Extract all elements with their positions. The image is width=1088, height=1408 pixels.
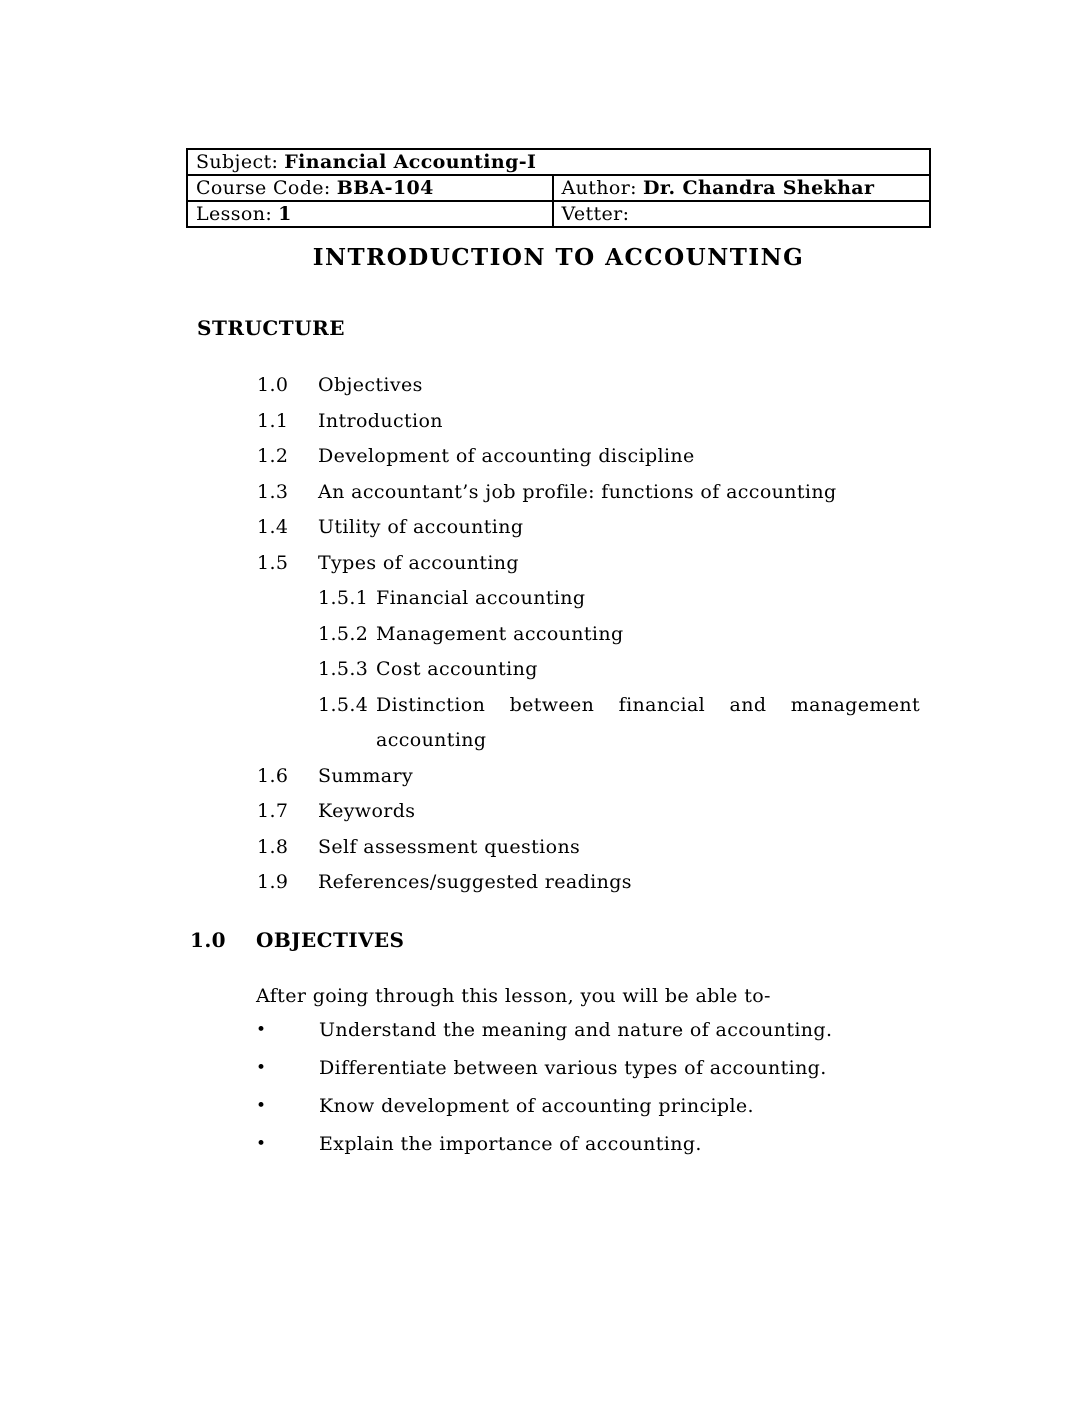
structure-subitem (318, 688, 927, 759)
structure-item (257, 759, 927, 795)
item-text: Summary (318, 764, 414, 787)
item-number: 1.7 (257, 800, 289, 822)
structure-list (257, 368, 927, 901)
bullet-text: Understand the meaning and nature of accounting. (319, 1019, 833, 1041)
lesson-cell (187, 201, 553, 227)
item-text: Financial accounting (376, 587, 586, 609)
item-number: 1.4 (257, 516, 289, 538)
bullet-icon: • (256, 1058, 267, 1078)
structure-item (257, 475, 927, 511)
structure-item (257, 368, 927, 404)
subject-cell (187, 149, 930, 175)
bullet-text: Know development of accounting principle. (319, 1095, 754, 1117)
author-value: Dr. Chandra Shekhar (642, 177, 875, 199)
vetter-cell (553, 201, 930, 227)
objectives-intro: After going through this lesson, you will be able to- (256, 985, 771, 1007)
structure-item (257, 865, 927, 901)
section-number: 1.0 (190, 928, 226, 952)
bullet-icon: • (256, 1020, 267, 1040)
author-cell (553, 175, 930, 201)
item-text: Management accounting (376, 622, 624, 645)
course-code-cell (187, 175, 553, 201)
table-row-course (187, 175, 930, 201)
item-text: Self assessment questions (318, 835, 581, 858)
item-text: Types of accounting (318, 551, 519, 574)
bullet-item (256, 1049, 936, 1087)
structure-item (257, 404, 927, 440)
item-number: 1.5.2 (318, 622, 369, 645)
item-text: Keywords (318, 800, 416, 822)
item-number: 1.3 (257, 480, 289, 503)
course-code-value: BBA-104 (336, 177, 434, 199)
item-number: 1.5.3 (318, 658, 369, 680)
section-title: OBJECTIVES (256, 928, 405, 952)
item-text: Utility of accounting (318, 516, 524, 538)
structure-subitem (318, 617, 927, 653)
bullet-item (256, 1011, 936, 1049)
item-number: 1.5.4 (318, 693, 369, 716)
table-row-lesson (187, 201, 930, 227)
item-text: Objectives (318, 374, 423, 396)
structure-subitem (318, 652, 927, 688)
bullet-item (256, 1087, 936, 1125)
item-text: An accountant’s job profile: functions of accounting (318, 480, 837, 503)
subject-value: Financial Accounting-I (284, 151, 537, 173)
item-text: References/suggested readings (318, 871, 632, 893)
table-row-subject (187, 149, 930, 175)
lesson-value: 1 (278, 203, 292, 225)
structure-item (257, 794, 927, 830)
item-text: Introduction (318, 409, 443, 432)
course-code-label: Course Code: (196, 177, 331, 199)
item-number: 1.5 (257, 551, 289, 574)
item-number: 1.9 (257, 871, 289, 893)
item-number: 1.1 (257, 409, 289, 432)
vetter-label: Vetter: (561, 203, 630, 225)
lesson-label: Lesson: (196, 203, 273, 225)
structure-item (257, 439, 927, 475)
subject-label: Subject: (196, 151, 279, 173)
structure-subitem (318, 581, 927, 617)
structure-item (257, 510, 927, 546)
item-text: Development of accounting discipline (318, 445, 695, 467)
bullet-text: Differentiate between various types of accounting. (319, 1057, 827, 1079)
bullet-item (256, 1125, 936, 1163)
structure-item (257, 830, 927, 866)
item-number: 1.5.1 (318, 587, 369, 609)
item-text-line2: accounting (376, 729, 487, 751)
bullet-icon: • (256, 1096, 267, 1116)
structure-heading: STRUCTURE (197, 316, 345, 340)
item-number: 1.0 (257, 374, 289, 396)
author-label: Author: (561, 177, 637, 199)
header-table (186, 148, 931, 228)
objectives-bullet-list (256, 1011, 936, 1163)
bullet-text: Explain the importance of accounting. (319, 1133, 702, 1155)
structure-item (257, 546, 927, 582)
item-number: 1.2 (257, 445, 289, 467)
item-text-line1: Distinction between financial and management (376, 693, 920, 716)
item-text: Cost accounting (376, 658, 538, 680)
item-number: 1.8 (257, 835, 289, 858)
objectives-heading (190, 928, 404, 952)
bullet-icon: • (256, 1134, 267, 1154)
page-title: INTRODUCTION TO ACCOUNTING (312, 244, 805, 271)
item-number: 1.6 (257, 764, 289, 787)
item-text (376, 688, 920, 759)
